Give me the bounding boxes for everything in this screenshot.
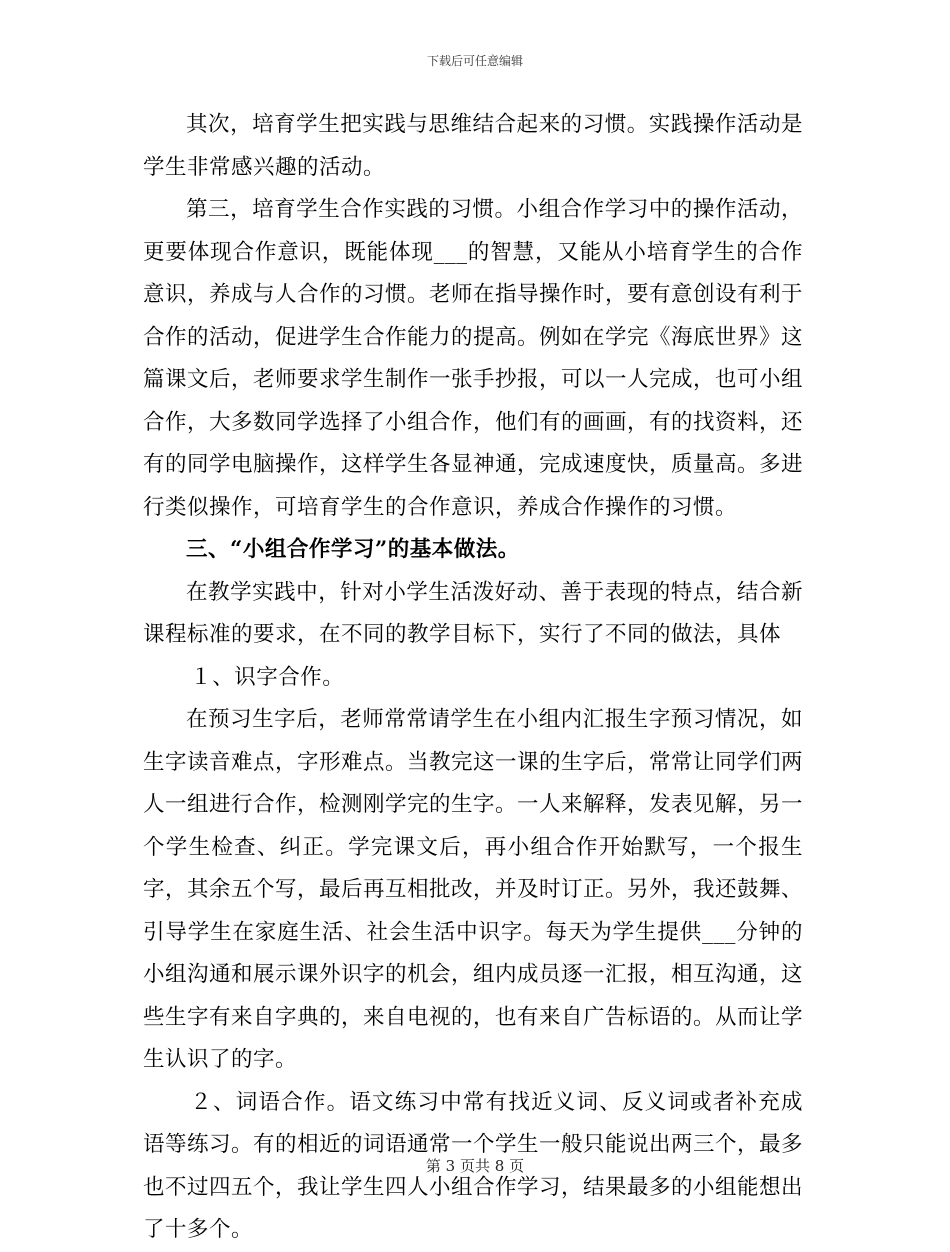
paragraph: ２、词语合作。语文练习中常有找近义词、反义词或者补充成语等练习。有的相近的词语通常一个学生一般只能说出两三个，最多也不过四五个，我让学生四人小组合作学习，结果最多的小组能想出了十多个。 xyxy=(143,1089,804,1242)
paragraph: 在教学实践中，针对小学生活泼好动、善于表现的特点，结合新课程标准的要求，在不同的教学目标下，实行了不同的做法，具体 xyxy=(143,579,803,647)
page-footer: 第 3 页共 8 页 xyxy=(425,1157,525,1175)
paragraph: 第三，培育学生合作实践的习惯。小组合作学习中的操作活动，更要体现合作意识，既能体现___的智慧，又能从小培育学生的合作意识，养成与人合作的习惯。老师在指导操作时，要有意创设有利于合作的活动，促进学生合作能力的提高。例如在学完《海底世界》这篇课文后，老师要求学生制作一张手抄报，可以一人完成，也可小组合作，大多数同学选择了小组合作，他们有的画画，有的找资料，还有的同学电脑操作，这样学生各显神通，完成速度快，质量高。多进行类似操作，可培育学生的合作意识，养成合作操作的习惯。 xyxy=(143,197,804,520)
document-body xyxy=(143,104,803,1252)
paragraph: 其次，培育学生把实践与思维结合起来的习惯。实践操作活动是学生非常感兴趣的活动。 xyxy=(143,112,803,180)
list-item-heading: １、识字合作。 xyxy=(190,664,345,690)
page-header: 下载后可任意编辑 xyxy=(426,54,523,68)
paragraph: 在预习生字后，老师常常请学生在小组内汇报生字预习情况，如生字读音难点，字形难点。当教完这一课的生字后，常常让同学们两人一组进行合作，检测刚学完的生字。一人来解释，发表见解，另一个学生检查、纠正。学完课文后，再小组合作开始默写，一个报生字，其余五个写，最后再互相批改，并及时订正。另外，我还鼓舞、引导学生在家庭生活、社会生活中识字。每天为学生提供___分钟的小组沟通和展示课外识字的机会，组内成员逐一汇报，相互沟通，这些生字有来自字典的，来自电视的，也有来自广告标语的。从而让学生认识了的字。 xyxy=(143,707,804,1072)
section-heading: 三、“小组合作学习”的基本做法。 xyxy=(186,537,520,562)
